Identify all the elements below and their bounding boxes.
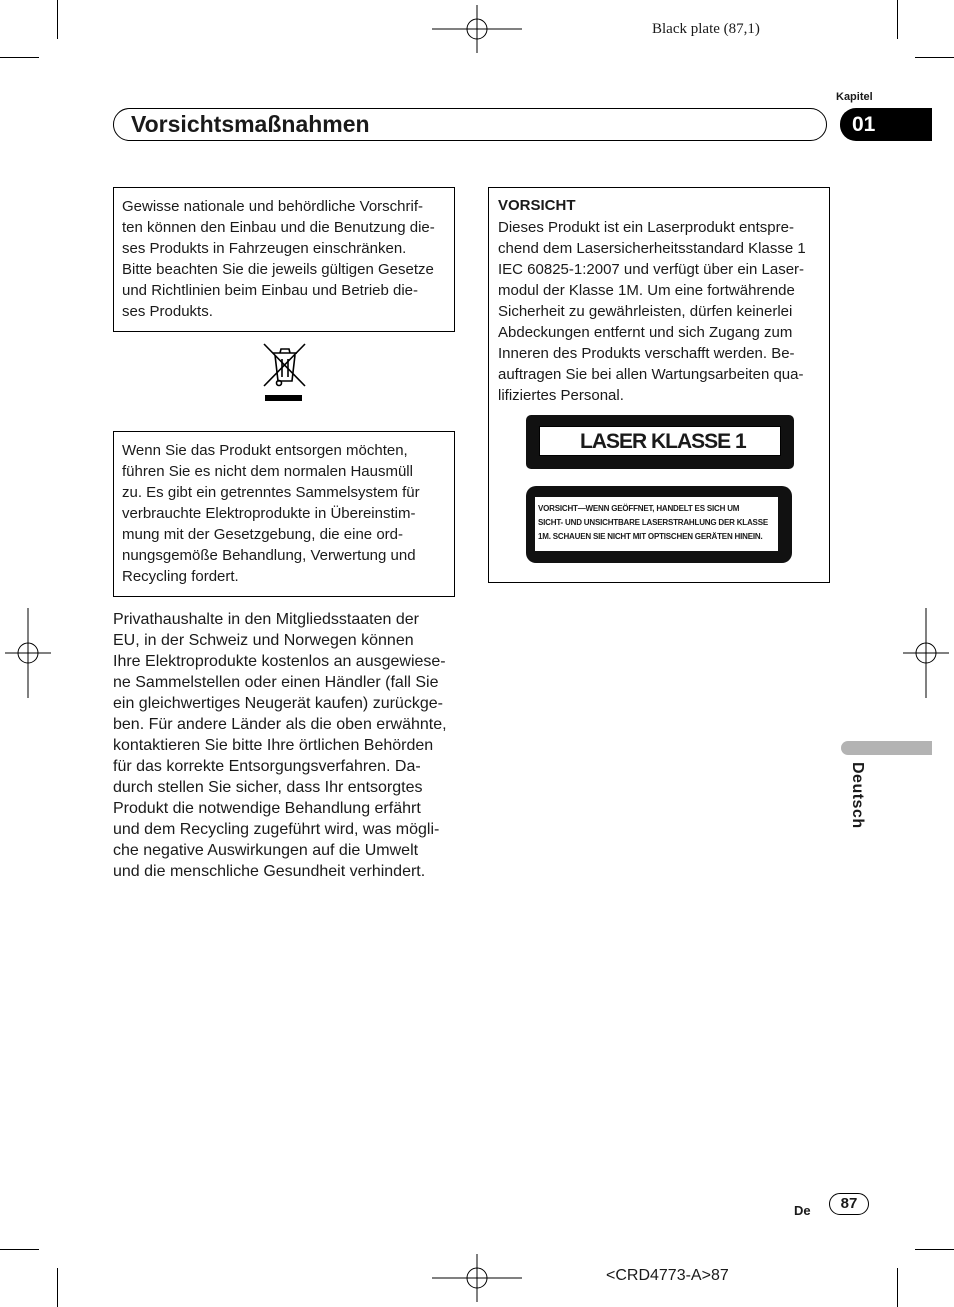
laser-warning-label bbox=[526, 486, 792, 563]
household-line: ben. Für andere Länder als die oben erwähnte, bbox=[113, 716, 447, 733]
caution-line: Sicherheit zu gewährleisten, dürfen keinerlei bbox=[498, 303, 793, 320]
caution-line: chend dem Lasersicherheitsstandard Klasse 1 bbox=[498, 240, 806, 257]
household-line: EU, in der Schweiz und Norwegen können bbox=[113, 632, 414, 649]
disposal-text bbox=[122, 440, 420, 587]
household-line: und dem Recycling zugeführt wird, was mögli- bbox=[113, 821, 440, 838]
laser-class-text: LASER KLASSE 1 bbox=[539, 426, 781, 456]
notice-line: ses Produkts. bbox=[122, 303, 213, 320]
household-paragraph bbox=[113, 609, 447, 882]
household-line: und die menschliche Gesundheit verhindert. bbox=[113, 863, 426, 880]
language-label: Deutsch bbox=[849, 762, 866, 829]
notice-line: und Richtlinien beim Einbau und Betrieb die- bbox=[122, 282, 419, 299]
disposal-line: zu. Es gibt ein getrenntes Sammelsystem für bbox=[122, 484, 420, 501]
notice-line: ses Produkts in Fahrzeugen einschränken. bbox=[122, 240, 407, 257]
language-tab bbox=[841, 741, 932, 755]
laser-class-label bbox=[526, 415, 794, 469]
disposal-line: Wenn Sie das Produkt entsorgen möchten, bbox=[122, 442, 408, 459]
laser-warning-text bbox=[535, 497, 778, 551]
household-line: ein gleichwertiges Neugerät kaufen) zurückge- bbox=[113, 695, 443, 712]
caution-line: lifiziertes Personal. bbox=[498, 387, 624, 404]
disposal-line: führen Sie es nicht dem normalen Hausmüll bbox=[122, 463, 413, 480]
disposal-line: verbrauchte Elektroprodukte in Übereinstim- bbox=[122, 505, 416, 522]
chapter-number-tab: 01 bbox=[840, 108, 932, 141]
notice-line: Gewisse nationale und behördliche Vorschrif- bbox=[122, 198, 424, 215]
caution-line: Abdeckungen entfernt und sich Zugang zum bbox=[498, 324, 793, 341]
caution-title: VORSICHT bbox=[498, 197, 576, 214]
crossed-out-wheeled-bin-icon bbox=[260, 340, 310, 404]
caution-line: Dieses Produkt ist ein Laserprodukt entspre- bbox=[498, 219, 794, 236]
household-line: ne Sammelstellen oder einen Händler (fall Sie bbox=[113, 674, 439, 691]
caution-text bbox=[498, 217, 806, 406]
warning-line: VORSICHT—WENN GEÖFFNET, HANDELT ES SICH UM bbox=[538, 504, 740, 513]
warning-line: SICHT- UND UNSICHTBARE LASERSTRAHLUNG DER KLASSE bbox=[538, 518, 768, 527]
household-line: durch stellen Sie sicher, dass Ihr entsorgtes bbox=[113, 779, 423, 796]
household-line: Ihre Elektroprodukte kostenlos an ausgewiese- bbox=[113, 653, 446, 670]
disposal-line: mung mit der Gesetzgebung, die eine ord- bbox=[122, 526, 403, 543]
household-line: kontaktieren Sie bitte Ihre örtlichen Behörden bbox=[113, 737, 434, 754]
disposal-line: nungsgemöße Behandlung, Verwertung und bbox=[122, 547, 416, 564]
notice-line: Bitte beachten Sie die jeweils gültigen Gesetze bbox=[122, 261, 434, 278]
caution-line: modul der Klasse 1M. Um eine fortwährende bbox=[498, 282, 795, 299]
document-code: <CRD4773-A>87 bbox=[606, 1267, 729, 1284]
household-line: che negative Auswirkungen auf die Umwelt bbox=[113, 842, 419, 859]
caution-line: IEC 60825-1:2007 und verfügt über ein Laser- bbox=[498, 261, 805, 278]
warning-line: 1M. SCHAUEN SIE NICHT MIT OPTISCHEN GERÄTEN HINEIN. bbox=[538, 532, 763, 541]
caution-line: auftragen Sie bei allen Wartungsarbeiten qua- bbox=[498, 366, 804, 383]
page-number: 87 bbox=[829, 1193, 869, 1215]
language-code: De bbox=[794, 1203, 811, 1218]
notice-line: ten können den Einbau und die Benutzung die- bbox=[122, 219, 435, 236]
household-line: Privathaushalte in den Mitgliedsstaaten der bbox=[113, 611, 419, 628]
household-line: Produkt die notwendige Behandlung erfährt bbox=[113, 800, 421, 817]
notice-text bbox=[122, 196, 435, 322]
caution-line: Inneren des Produkts verschafft werden. Be- bbox=[498, 345, 795, 362]
page-title: Vorsichtsmaßnahmen bbox=[131, 111, 370, 137]
disposal-line: Recycling fordert. bbox=[122, 568, 239, 585]
household-line: für das korrekte Entsorgungsverfahren. Da- bbox=[113, 758, 421, 775]
chapter-label: Kapitel bbox=[836, 91, 873, 103]
plate-info: Black plate (87,1) bbox=[652, 21, 760, 37]
